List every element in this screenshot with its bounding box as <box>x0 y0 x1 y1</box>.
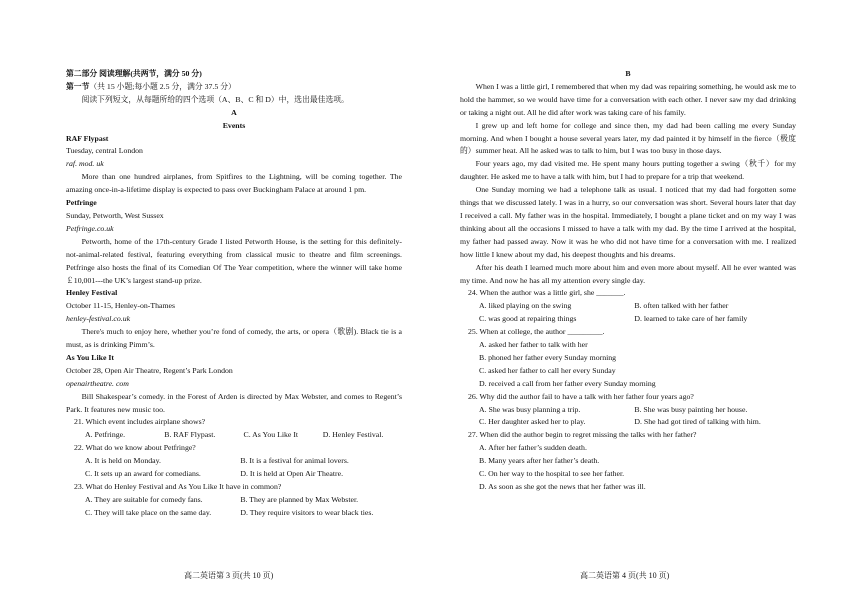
question-26-options <box>460 404 796 417</box>
answer-option: D. They require visitors to wear black ties. <box>240 507 374 517</box>
answer-option: B. She was busy painting her house. <box>634 404 748 414</box>
answer-option: D. As soon as she got the news that her father was ill. <box>479 482 646 491</box>
event-name: As You Like It <box>66 352 115 362</box>
passage-paragraph: Four years ago, my dad visited me. He spent many hours putting together a swing（秋千）for my daughter. He asked me to have a talk with him, but I had to prepare for a trip that weekend. <box>460 159 796 182</box>
event-desc: Bill Shakespear’s comedy. in the Forest of Arden is directed by Max Webster, and comes to Regent’s Park. It features new music too. <box>66 391 402 414</box>
passage-paragraph: One Sunday morning we had a telephone talk as usual. I noticed that my dad had forgotten some things that we discussed lately. I was in a hurry, so our conversation was short. Several hours later that day I received a call. My father was in the hospital. Immediately, I bought a plane ticket and on my way I was thinking about all the occasions I missed to have a talk with my dad. By the time I arrived at the hospital, my father had passed away. Now it was he who did not have time for a conversation with me. I realized how little I knew about my dad, his deepest thoughts and his dreams. <box>460 185 796 259</box>
answer-option: A. liked playing on the swing <box>479 301 572 311</box>
answer-option: C. They will take place on the same day. <box>85 507 212 517</box>
question-22: 22. What do we know about Petfringe? <box>74 443 196 453</box>
answer-option: B. RAF Flypast. <box>164 430 216 440</box>
event-when: Sunday, Petworth, West Sussex <box>66 210 164 220</box>
answer-option: B. It is a festival for animal lovers. <box>240 456 349 466</box>
passage-paragraph: I grew up and left home for college and since then, my dad had been calling me every Sunday morning. And when I bought a house several years later, my dad painted it by himself in the fierce（极度的）summer heat. All he asked was to talk to him, but I was too busy in those days. <box>460 120 796 156</box>
event-name: Henley Festival <box>66 288 118 298</box>
answer-option: B. phoned her father every Sunday morning <box>479 352 617 362</box>
question-22-options <box>66 455 402 468</box>
answer-option: C. It sets up an award for comedians. <box>85 469 201 479</box>
question-24-options <box>460 300 796 313</box>
section-header: 第二部分 阅读理解(共两节，满分 50 分) <box>66 69 202 78</box>
question-26: 26. Why did the author fail to have a talk with her father four years ago? <box>468 391 694 401</box>
answer-option: D. Henley Festival. <box>322 430 384 440</box>
answer-option: C. On her way to the hospital to see her father. <box>479 469 625 479</box>
event-when: October 28, Open Air Theatre, Regent’s Park London <box>66 365 233 375</box>
event-site: openairtheatre. com <box>66 378 129 388</box>
question-24-options <box>460 313 796 326</box>
answer-option: C. Her daughter asked her to play. <box>479 417 586 427</box>
question-23: 23. What do Henley Festival and As You Like It have in common? <box>74 482 282 491</box>
answer-option: B. Many years after her father’s death. <box>479 456 600 466</box>
passage-paragraph: After his death I learned much more about him and even more about myself. All he ever wanted was my time. And now he has all my attention every single day. <box>460 262 796 285</box>
answer-option: D. received a call from her father every Sunday morning <box>479 378 656 388</box>
question-23-options <box>66 494 402 507</box>
question-24: 24. When the author was a little girl, she _______. <box>468 288 626 298</box>
answer-option: A. Petfringe. <box>85 430 126 440</box>
event-site: henley-festival.co.uk <box>66 314 131 324</box>
event-desc: There's much to enjoy here, whether you’re fond of comedy, the arts, or opera（歌剧). Black tie is a must, as is drinking Pimm’s. <box>66 327 402 350</box>
question-23-options <box>66 507 402 520</box>
answer-option: A. It is held on Monday. <box>85 456 161 466</box>
event-site: Petfringe.co.uk <box>66 223 114 233</box>
question-22-options <box>66 468 402 481</box>
event-when: October 11-15, Henley-on-Thames <box>66 301 176 311</box>
question-25: 25. When at college, the author _________. <box>468 327 605 337</box>
left-page <box>66 68 402 520</box>
answer-option: A. She was busy planning a trip. <box>479 404 581 414</box>
answer-option: C. was good at repairing things <box>479 314 577 324</box>
event-site: raf. mod. uk <box>66 159 104 169</box>
answer-option: C. As You Like It <box>243 430 299 440</box>
passage-a-title: Events <box>222 120 246 130</box>
page-footer-right: 高二英语第 4 页(共 10 页) <box>580 571 670 580</box>
section1-line <box>66 81 402 94</box>
event-name: RAF Flypast <box>66 133 109 143</box>
question-27: 27. When did the author begin to regret missing the talks with her father? <box>468 430 697 440</box>
instruction: 阅读下列短文，从每题所给的四个选项（A、B、C 和 D）中，选出最佳选项。 <box>81 94 349 104</box>
question-21-options <box>66 429 402 442</box>
question-21: 21. Which event includes airplane shows? <box>74 417 206 427</box>
section1-rest: （共 15 小题;每小题 2.5 分，满分 37.5 分） <box>89 81 236 91</box>
passage-paragraph: When I was a little girl, I remembered that when my dad was repairing something, he would ask me to hold the hammer, so we would have time for a conversation with each other. I never saw my dad drinking or taking a night out. All he did after work was taking care of his family. <box>460 81 796 117</box>
event-when: Tuesday, central London <box>66 146 143 156</box>
event-name: Petfringe <box>66 198 97 208</box>
section1-label: 第一节 <box>66 81 90 91</box>
answer-option: B. often talked with her father <box>634 301 729 311</box>
answer-option: D. It is held at Open Air Theatre. <box>240 469 344 479</box>
passage-a-letter: A <box>231 107 237 117</box>
right-page <box>460 68 796 494</box>
answer-option: A. After her father’s sudden death. <box>479 443 587 453</box>
answer-option: A. asked her father to talk with her <box>479 340 588 350</box>
answer-option: D. learned to take care of her family <box>634 314 748 324</box>
event-desc: More than one hundred airplanes, from Spitfires to the Lightning, will be coming together. The amazing once-in-a-lifetime display is expected to pass over Buckingham Palace at around 1 pm. <box>66 172 402 195</box>
answer-option: A. They are suitable for comedy fans. <box>85 494 203 504</box>
answer-option: D. She had got tired of talking with him. <box>634 417 761 427</box>
passage-b-letter: B <box>625 69 631 78</box>
page-footer-left: 高二英语第 3 页(共 10 页) <box>184 571 274 580</box>
question-26-options <box>460 416 796 429</box>
answer-option: C. asked her father to call her every Sunday <box>479 365 616 375</box>
answer-option: B. They are planned by Max Webster. <box>240 494 359 504</box>
event-desc: Petworth, home of the 17th-century Grade I listed Petworth House, is the setting for this definitely-not-animal-related festival, featuring everything from classical music to theatre and film screenings. Petfringe also hosts the final of its Comedian Of The Year competition, where the winner will take home ￡10,001---the UK’s largest stand-up prize. <box>66 236 402 285</box>
